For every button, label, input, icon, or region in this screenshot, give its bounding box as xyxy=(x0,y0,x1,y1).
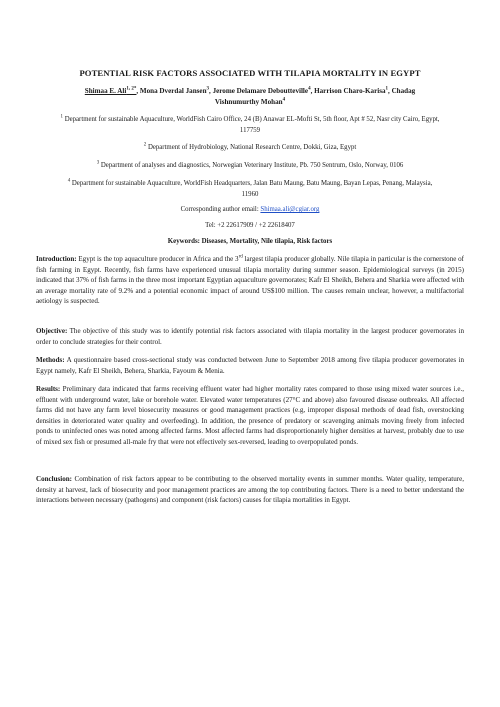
author-5-name: Chadag Vishnumurthy Mohan xyxy=(214,87,416,106)
affiliation-4-sup: 4 xyxy=(67,178,71,184)
affiliation-3-sup: 3 xyxy=(96,160,100,166)
author-4-sup: 1 xyxy=(385,86,389,92)
introduction-text-a: Egypt is the top aquaculture producer in Africa and the 3 xyxy=(76,255,239,263)
author-4 xyxy=(314,87,388,95)
author-4-name: Harrison Charo-Karisa xyxy=(314,87,386,95)
corresponding-email-link[interactable]: Shimaa.ali@cgiar.org xyxy=(260,206,320,213)
results-paragraph xyxy=(36,384,464,448)
affiliation-2-text: Department of Hydrobiology, National Research Centre, Dokki, Giza, Egypt xyxy=(147,144,357,151)
affiliation-2-sup: 2 xyxy=(143,142,147,148)
corresponding-email-line xyxy=(60,206,440,213)
affiliation-3 xyxy=(60,160,440,171)
introduction-heading: Introduction: xyxy=(36,255,77,263)
affiliation-4 xyxy=(60,178,440,200)
conclusion-text: Combination of risk factors appear to be contributing to the observed mortality events in summer months. Water quality, temperature, density at harvest, lack of biosecurity and poor management practices are among the top contributing factors. There is a need to better understand the interactions between necessary (pathogens) and component (risk factors) causes for tilapia mortalities in Egypt. xyxy=(36,475,464,505)
author-3-sup: 4 xyxy=(308,86,311,92)
affiliation-2 xyxy=(60,142,440,153)
methods-heading: Methods: xyxy=(36,356,65,364)
author-list: Shimaa E. Ali$^{1, 2*}$, Mona Dverdal Jansen$^3$, Jerome Delamare Deboutteville$^4$, Harrison Charo-Karisa$^1$, Chadag Vishnumurthy Mohan$^4$ xyxy=(84,86,416,106)
introduction-text-b: largest tilapia producer globally. Nile tilapia in particular is the cornerstone of fish farming in Egypt. Recently, fish farms have experienced unusual tilapia mortality during summer season. Epidemiological surveys (in 2015) indicated that 37% of fish farms in the three most important Egyptian aquaculture governorates; Kafr El Sheikh, Behera and Sharkia were affected with an average mortality rate of 9.2% and a potential economic impact of around US$100 million. The causes remain unclear, however, a multifactorial aetiology is suspected. xyxy=(36,255,464,306)
affiliation-1 xyxy=(60,114,440,136)
author-2-name: Mona Dverdal Jansen xyxy=(139,87,207,95)
affiliation-4-text: Department for sustainable Aquaculture, WorldFish Headquarters, Jalan Batu Maung, Batu Maung, Bayan Lepas, Penang, Malaysia, 11960 xyxy=(71,180,433,198)
paper-title: POTENTIAL RISK FACTORS ASSOCIATED WITH TILAPIA MORTALITY IN EGYPT xyxy=(79,68,421,78)
affiliation-1-sup: 1 xyxy=(60,114,64,120)
methods-paragraph xyxy=(36,355,464,376)
author-5-sup: 4 xyxy=(282,97,286,103)
objective-paragraph xyxy=(36,326,464,347)
introduction-text-sup: rd xyxy=(238,254,243,260)
author-1-name: Shimaa E. Ali xyxy=(84,87,127,95)
objective-heading: Objective: xyxy=(36,327,68,335)
introduction-paragraph xyxy=(36,254,464,307)
corresponding-label: Corresponding author email: xyxy=(180,206,259,213)
methods-text: A questionnaire based cross-sectional study was conducted between June to September 2018 among five tilapia producer governorates in Egypt namely, Kafr El Sheikh, Behera, Sharkia, Fayoum & Menia. xyxy=(36,356,464,375)
corresponding-phone: Tel: +2 22617909 / +2 22618407 xyxy=(205,222,295,229)
author-3 xyxy=(213,87,311,95)
affiliation-1-text: Department for sustainable Aquaculture, WorldFish Cairo Office, 24 (B) Anawar EL-Mofti St, 5th floor, Apt # 52, Nasr city Cairo, Egypt, 117759 xyxy=(64,116,440,134)
objective-text: The objective of this study was to identify potential risk factors associated with tilapia mortality in the largest producer governorates in order to conclude strategies for their control. xyxy=(36,327,464,346)
conclusion-paragraph xyxy=(36,474,464,506)
affiliation-3-text: Department of analyses and diagnostics, Norwegian Veterinary Institute, Pb. 750 Sentrum, Oslo, Norway, 0106 xyxy=(100,162,404,169)
results-heading: Results: xyxy=(36,385,61,393)
author-2 xyxy=(140,87,209,95)
keywords: Keywords: Diseases, Mortality, Nile tilapia, Risk factors xyxy=(167,238,333,245)
author-3-name: Jerome Delamare Deboutteville xyxy=(212,87,309,95)
author-1-sup: 1, 2* xyxy=(126,86,137,92)
author-2-sup: 3 xyxy=(206,86,210,92)
results-text: Preliminary data indicated that farms receiving effluent water had higher mortality rates compared to those using mixed water sources i.e., effluent with underground water, lake or borehole water. Elevated water temperatures (27°C and above) also favoured disease outbreaks. All affected farms did not have any farm level biosecurity measures or good management practices (e.g, improper disposal methods of dead fish, overstocking densities in deteriorated water quality and overfeeding). In addition, the presence of predatory or scavenging animals moving freely from infected ponds to uninfected ones was noted among affected farms. Most affected farms had disproportionately higher densities at harvest, probably due to use of mixed sex fish or presumed all-male fry that were not effectively sex-reversed, leading to overpopulated ponds. xyxy=(36,385,464,446)
author-1 xyxy=(85,87,137,95)
conclusion-heading: Conclusion: xyxy=(36,475,73,483)
